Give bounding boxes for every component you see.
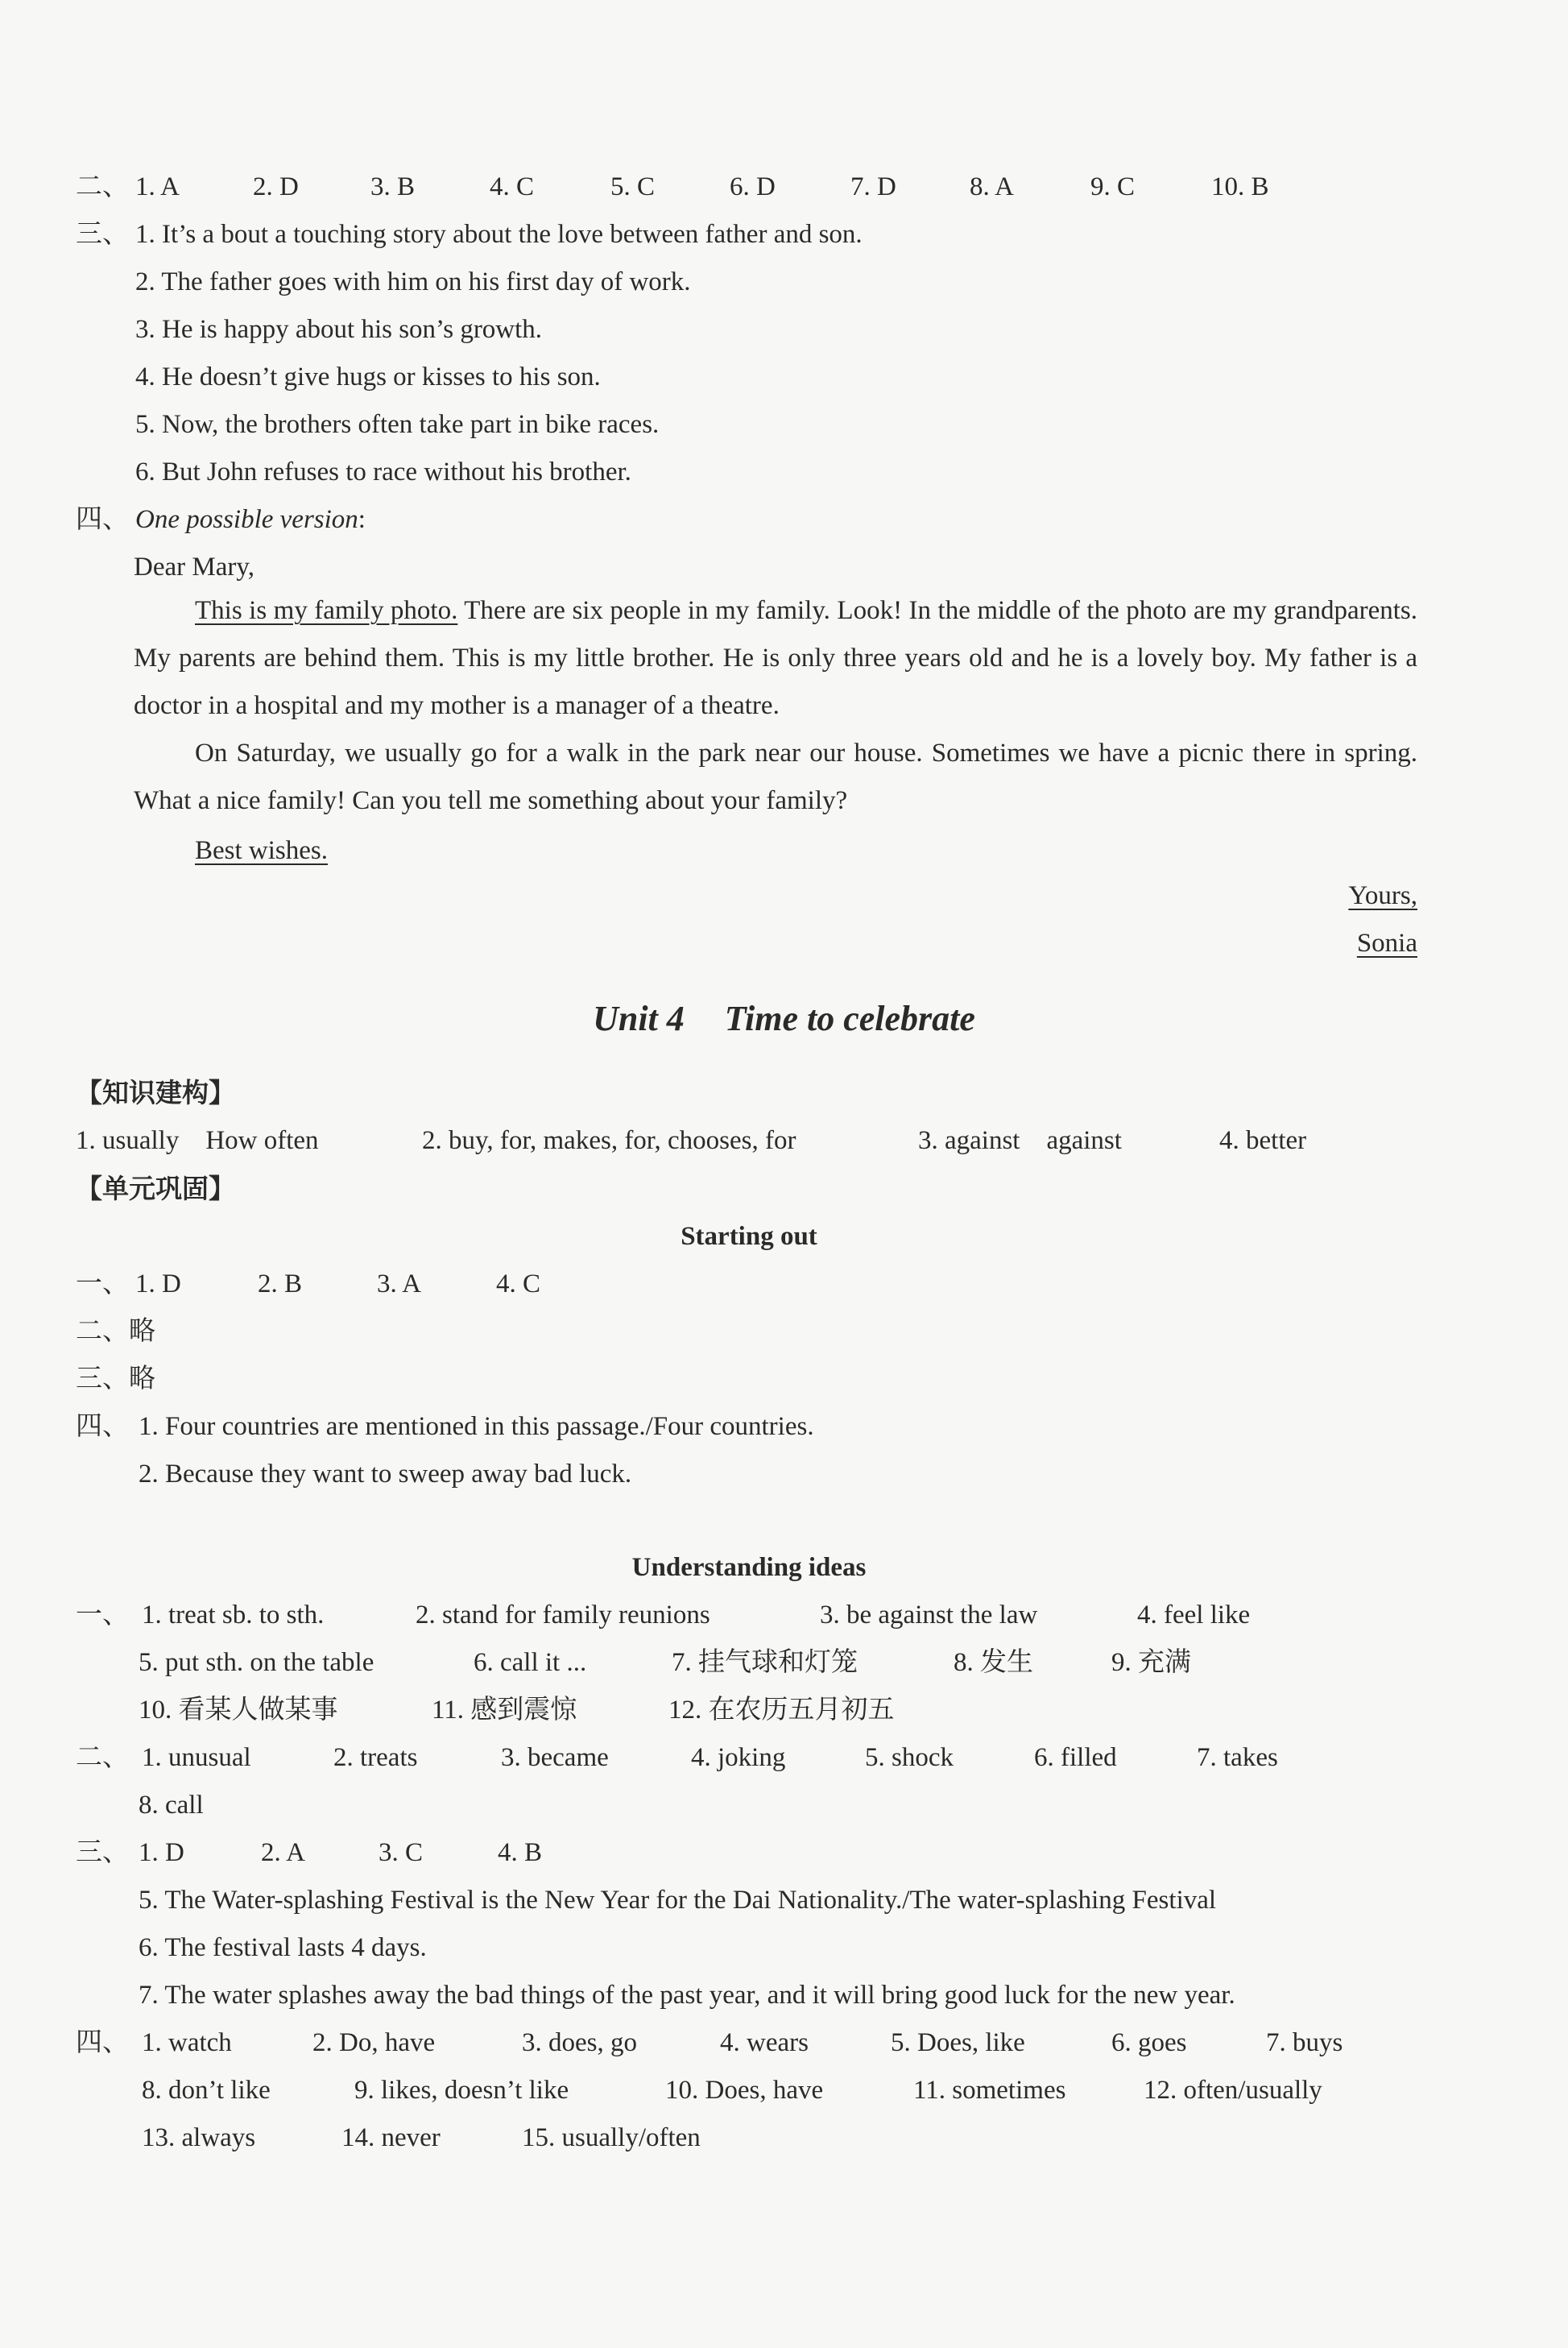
answer-item: 10. Does, have <box>665 2076 824 2105</box>
answer-item: 3. against against <box>918 1126 1122 1155</box>
answer-item: 7. 挂气球和灯笼 <box>672 1648 858 1677</box>
section-mark: 四、 <box>76 505 129 534</box>
answer-item: 5. shock <box>865 1743 954 1772</box>
answer-item: 15. usually/often <box>522 2123 701 2152</box>
answer-item: 12. 在农历五月初五 <box>668 1696 895 1725</box>
answer-item: 4. joking <box>691 1743 786 1772</box>
answer-item: 3. B <box>370 172 416 201</box>
answer-line: 1. Four countries are mentioned in this passage./Four countries. <box>139 1412 814 1441</box>
answer-item: 1. usually How often <box>76 1126 319 1155</box>
answer-line: 2. The father goes with him on his first day of work. <box>135 267 691 296</box>
section-mark: 四、 <box>76 2028 129 2057</box>
section-mark: 一、 <box>76 1601 129 1630</box>
letter-greeting: Dear Mary, <box>134 553 254 582</box>
answer-item: 5. C <box>610 172 656 201</box>
answer-item: 4. wears <box>720 2028 809 2057</box>
section-2-line: 二、略 <box>76 1317 155 1346</box>
answer-item: 2. A <box>261 1838 306 1867</box>
section-mark: 三、 <box>76 220 129 249</box>
answer-item: 7. buys <box>1266 2028 1343 2057</box>
answer-item: 7. takes <box>1197 1743 1278 1772</box>
answer-item: 3. C <box>379 1838 424 1867</box>
answer-item: 10. B <box>1211 172 1269 201</box>
answer-item: 6. D <box>730 172 776 201</box>
answer-item: 6. filled <box>1034 1743 1117 1772</box>
consolidation-heading: 【单元巩固】 <box>76 1173 235 1204</box>
answer-item: 9. 充满 <box>1111 1648 1191 1677</box>
answer-item: 4. better <box>1219 1126 1307 1155</box>
answer-item: 3. does, go <box>522 2028 637 2057</box>
letter-paragraph-1: This is my family photo. There are six people in my family. Look! In the middle of the photo are my grandparents. My parents are behind them. This is my little brother. He is only three years old and he is a lovely boy. My father is a doctor in a hospital and my mother is a manager of a theatre. <box>134 596 1417 720</box>
understanding-title: Understanding ideas <box>631 1553 867 1582</box>
answer-item: 11. sometimes <box>913 2076 1066 2105</box>
section-mark: 二、 <box>76 1743 129 1772</box>
unit-name: Time to celebrate <box>724 999 975 1038</box>
answer-item: 13. always <box>142 2123 256 2152</box>
answer-item: 2. B <box>258 1269 303 1298</box>
answer-line: 6. The festival lasts 4 days. <box>139 1933 427 1962</box>
answer-item: 1. unusual <box>142 1743 251 1772</box>
answer-item: 6. goes <box>1111 2028 1187 2057</box>
starting-out-title: Starting out <box>681 1222 817 1251</box>
answer-item: 1. treat sb. to sth. <box>142 1601 325 1630</box>
answer-item: 8. A <box>970 172 1015 201</box>
section-mark: 二、 <box>76 172 129 201</box>
unit-number: Unit 4 <box>593 999 685 1038</box>
answer-item: 7. D <box>850 172 896 201</box>
answer-item: 1. D <box>135 1269 181 1298</box>
answer-item: 5. put sth. on the table <box>139 1648 374 1677</box>
answer-item: 2. Do, have <box>312 2028 436 2057</box>
answer-item: 9. C <box>1090 172 1136 201</box>
letter-yours: Yours, <box>1348 881 1417 910</box>
answer-item: 4. feel like <box>1137 1601 1251 1630</box>
answer-item: 11. 感到震惊 <box>432 1696 577 1725</box>
answer-line: 2. Because they want to sweep away bad luck. <box>139 1460 632 1489</box>
answer-item: 9. likes, doesn’t like <box>354 2076 569 2105</box>
section-mark: 三、 <box>76 1838 129 1867</box>
answer-item: 3. be against the law <box>820 1601 1038 1630</box>
answer-item: 2. treats <box>333 1743 418 1772</box>
answer-item: 4. B <box>498 1838 543 1867</box>
answer-item: 5. Does, like <box>891 2028 1025 2057</box>
answer-item: 1. A <box>135 172 180 201</box>
answer-item: 4. C <box>490 172 535 201</box>
section-3-line: 三、略 <box>76 1364 155 1393</box>
answer-item: 1. D <box>139 1838 184 1867</box>
unit-title <box>0 996 1568 1041</box>
answer-item: 14. never <box>341 2123 441 2152</box>
knowledge-heading: 【知识建构】 <box>76 1077 235 1108</box>
letter-closing: Best wishes. <box>195 836 328 865</box>
section-mark: 四、 <box>76 1412 129 1441</box>
answer-line: 1. It’s a bout a touching story about the love between father and son. <box>135 220 863 249</box>
answer-line: 6. But John refuses to race without his brother. <box>135 458 631 487</box>
answer-line: 7. The water splashes away the bad things of the past year, and it will bring good luck for the new year. <box>139 1981 1235 2010</box>
answer-item: 12. often/usually <box>1144 2076 1322 2105</box>
answer-line: 4. He doesn’t give hugs or kisses to his son. <box>135 362 601 391</box>
answer-line: 8. call <box>139 1791 204 1820</box>
answer-item: 1. watch <box>142 2028 232 2057</box>
answer-item: 8. 发生 <box>954 1648 1033 1677</box>
version-label: One possible version: <box>135 505 366 534</box>
letter-paragraph-2: On Saturday, we usually go for a walk in the park near our house. Sometimes we have a picnic there in spring. What a nice family! Can you tell me something about your family? <box>134 739 1417 815</box>
answer-item: 4. C <box>496 1269 541 1298</box>
answer-item: 3. became <box>501 1743 609 1772</box>
answer-item: 3. A <box>377 1269 422 1298</box>
answer-item: 2. D <box>253 172 299 201</box>
answer-line: 5. The Water-splashing Festival is the New Year for the Dai Nationality./The water-splashing Festival <box>139 1886 1217 1915</box>
answer-line: 3. He is happy about his son’s growth. <box>135 315 543 344</box>
letter-signature: Sonia <box>1356 929 1417 958</box>
answer-item: 8. don’t like <box>142 2076 271 2105</box>
section-mark: 一、 <box>76 1269 129 1298</box>
answer-item: 2. stand for family reunions <box>416 1601 710 1630</box>
answer-item: 2. buy, for, makes, for, chooses, for <box>422 1126 796 1155</box>
answer-item: 6. call it ... <box>474 1648 587 1677</box>
answer-item: 10. 看某人做某事 <box>139 1696 338 1725</box>
answer-line: 5. Now, the brothers often take part in bike races. <box>135 410 660 439</box>
